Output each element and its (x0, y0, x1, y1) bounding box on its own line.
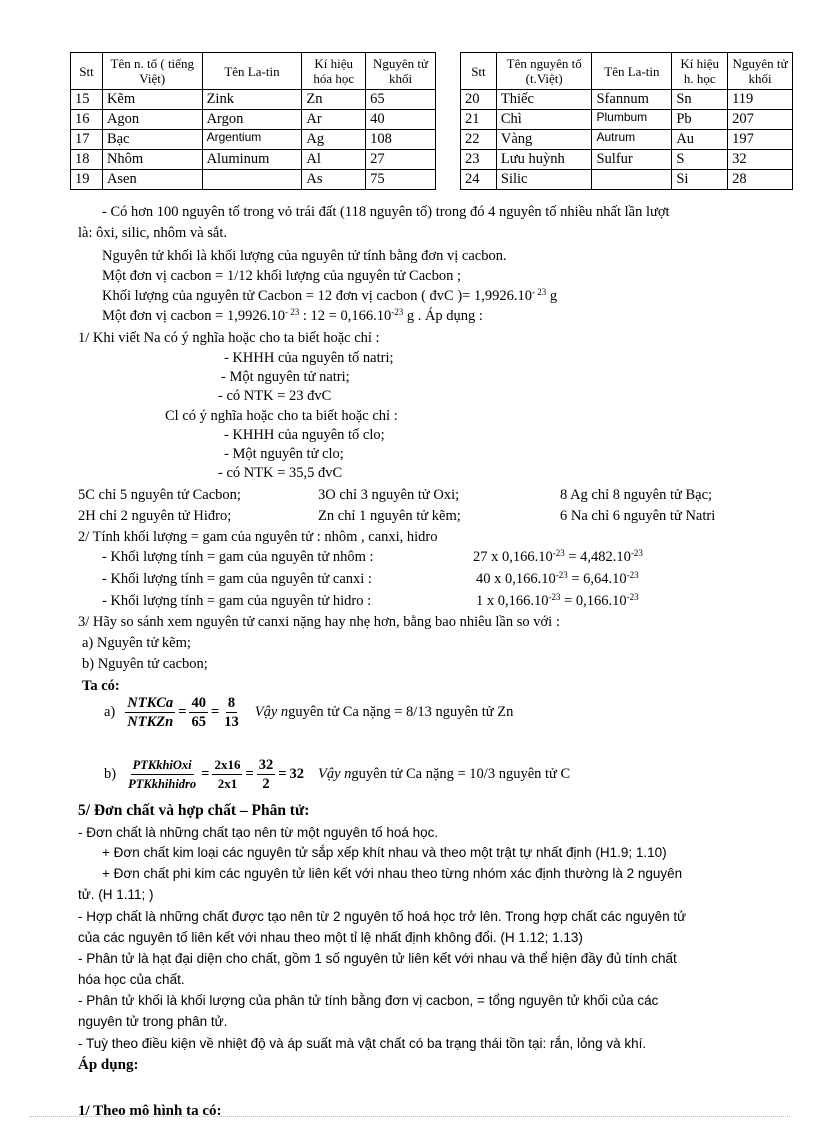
table-row (461, 150, 793, 170)
table-cell: 16 (71, 110, 103, 130)
paragraph-line: - Phân tử khối là khối lượng của phân tử tính bằng đơn vị cacbon, = tổng nguyên tử khối của các (78, 993, 659, 1008)
paragraph-line: Một đơn vị cacbon = 1/12 khối lượng của nguyên tử Cacbon ; (102, 268, 461, 284)
column-header: Tên La-tin (202, 53, 302, 90)
question-line: 3/ Hãy so sánh xem nguyên tử canxi nặng hay nhẹ hơn, bằng bao nhiêu lần so với : (78, 614, 560, 630)
table-cell: Vàng (496, 130, 592, 150)
fraction: $\frac{\text{PTKkhiOxi}}{\text{PTKkhihidro}}$ (128, 758, 197, 791)
paragraph-line: 8 Ag chỉ 8 nguyên tử Bạc; (560, 487, 713, 503)
table-cell: 75 (366, 170, 436, 190)
table-cell: Silic (496, 170, 592, 190)
table-header-row (461, 53, 793, 90)
column-header: Kí hiệu hóa học (302, 53, 366, 90)
table-cell: Argentium (202, 130, 302, 150)
equation-a: a) $\frac{\text{NTKCa}}{\text{NTKZn}}$ = $\frac{40}{65}$ = $\frac{8}{13}$ Vậy nguyên tử Ca nặng = 8/13 nguyên tử Zn (104, 695, 514, 730)
list-item: - có NTK = 23 đvC (218, 388, 332, 404)
table-cell (592, 170, 672, 190)
paragraph-line: 5C chỉ 5 nguyên tử Cacbon; (78, 487, 241, 503)
paragraph-line: nguyên tử trong phân tử. (78, 1014, 228, 1029)
list-item: - Khối lượng tính = gam của nguyên tử hidro : (102, 593, 372, 609)
column-header: Kí hiệu h. học (672, 53, 728, 90)
table-cell: 119 (728, 90, 793, 110)
result-value: 32 (289, 766, 304, 782)
column-header: Tên nguyên tố (t.Việt) (496, 53, 592, 90)
fraction: $\frac{32}{2}$ (258, 757, 274, 792)
table-cell: Thiếc (496, 90, 592, 110)
table-cell: Nhôm (102, 150, 202, 170)
list-item: - có NTK = 35,5 đvC (218, 465, 343, 481)
paragraph-line: là: ôxi, silic, nhôm và sắt. (78, 225, 228, 241)
paragraph-line: hóa học của chất. (78, 972, 185, 987)
equation-note: Vậy nguyên tử Ca nặng = 8/13 nguyên tử Zn (254, 704, 514, 720)
page-footer-divider (30, 1116, 790, 1117)
column-header: Stt (71, 53, 103, 90)
table-cell: Lưu huỳnh (496, 150, 592, 170)
table-cell: 197 (728, 130, 793, 150)
table-cell: Autrum (592, 130, 672, 150)
fraction: $\frac{2x16}{2x1}$ (214, 757, 241, 791)
table-row (71, 110, 436, 130)
table-cell: Aluminum (202, 150, 302, 170)
paragraph-line: + Đơn chất kim loại các nguyên tử sắp xếp khít nhau và theo một trật tự nhất định (H1.9; 1.10) (102, 845, 667, 860)
table-cell: Sn (672, 90, 728, 110)
table-cell: 65 (366, 90, 436, 110)
table-cell: 207 (728, 110, 793, 130)
table-row (71, 170, 436, 190)
list-item: a) Nguyên tử kẽm; (82, 635, 191, 651)
paragraph-line: - Phân tử là hạt đại diện cho chất, gồm 1 số nguyên tử liên kết với nhau và thể hiện đầy đủ tính chất (78, 951, 677, 966)
table-row (71, 130, 436, 150)
table-cell: Pb (672, 110, 728, 130)
table-cell: 22 (461, 130, 497, 150)
column-header: Tên La-tin (592, 53, 672, 90)
equation-note: Vậy nguyên tử Ca nặng = 10/3 nguyên tử C (317, 766, 571, 782)
table-cell: Plumbum (592, 110, 672, 130)
fraction: $\frac{8}{13}$ (224, 695, 239, 730)
column-header: Stt (461, 53, 497, 90)
table-cell: Ar (302, 110, 366, 130)
table-cell: Argon (202, 110, 302, 130)
table-cell: 23 (461, 150, 497, 170)
table-cell: 24 (461, 170, 497, 190)
paragraph-line: 3O chỉ 3 nguyên tử Oxi; (318, 487, 460, 503)
table-cell: Zn (302, 90, 366, 110)
calculation: 40 x $0,166.10^{-23} = 6,64.10^{-23}$ (476, 570, 639, 587)
table-row (71, 150, 436, 170)
table-row (461, 130, 793, 150)
list-item: - KHHH của nguyên tố clo; (224, 427, 385, 443)
section-heading: 1/ Theo mô hình ta có: (78, 1103, 222, 1119)
table-header-row (71, 53, 436, 90)
table-cell: 27 (366, 150, 436, 170)
column-header: Tên n. tố ( tiếng Việt) (102, 53, 202, 90)
paragraph-line: Khối lượng của nguyên tử Cacbon = 12 đơn vị cacbon ( đvC )= $1,9926.10^{- 23}$ g (102, 287, 558, 304)
table-cell (202, 170, 302, 190)
table-cell: 19 (71, 170, 103, 190)
elements-table-right (460, 52, 793, 190)
table-row (461, 90, 793, 110)
table-cell: 20 (461, 90, 497, 110)
list-item: - Một nguyên tử clo; (224, 446, 344, 462)
paragraph-line: của các nguyên tố liên kết với nhau theo một tỉ lệ nhất định không đổi. (H 1.12; 1.13) (78, 930, 583, 945)
table-cell: Al (302, 150, 366, 170)
table-cell: Ag (302, 130, 366, 150)
paragraph-line: - Có hơn 100 nguyên tố trong vỏ trái đất (118 nguyên tố) trong đó 4 nguyên tố nhiều nhất lần lượt (102, 204, 670, 220)
paragraph-line: + Đơn chất phi kim các nguyên tử liên kết với nhau theo từng nhóm xác định thường là 2 nguyên (102, 866, 683, 881)
paragraph-line: Một đơn vị cacbon = $1,9926.10^{- 23}$ : $12 = 0,166.10^{-23}$ g . Áp dụng : (102, 307, 483, 324)
table-row (461, 110, 793, 130)
list-item: - Khối lượng tính = gam của nguyên tử canxi : (102, 571, 372, 587)
table-cell: 21 (461, 110, 497, 130)
table-cell: Asen (102, 170, 202, 190)
paragraph-line: 6 Na chỉ 6 nguyên tử Natri (560, 508, 716, 524)
section-heading: Áp dụng: (78, 1057, 139, 1073)
table-cell: Au (672, 130, 728, 150)
fraction: $\frac{\text{NTKCa}}{\text{NTKZn}}$ (127, 695, 174, 730)
paragraph-line: tử. (H 1.11; ) (78, 887, 154, 902)
table-cell: S (672, 150, 728, 170)
paragraph-line: Nguyên tử khối là khối lượng của nguyên tử tính bằng đơn vị cacbon. (102, 248, 507, 264)
equation-b: b) $\frac{\text{PTKkhiOxi}}{\text{PTKkhihidro}}$ = $\frac{2x16}{2x1}$ = $\frac{32}{2}$ = 32 Vậy nguyên tử Ca nặng = 10/3 nguyên tử C (104, 757, 571, 792)
list-item: b) Nguyên tử cacbon; (82, 656, 208, 672)
paragraph-line: - Hợp chất là những chất được tạo nên từ 2 nguyên tố hoá học trở lên. Trong hợp chất các nguyên tử (78, 909, 687, 924)
list-item: - Khối lượng tính = gam của nguyên tử nhôm : (102, 549, 374, 565)
table-cell: Sulfur (592, 150, 672, 170)
calculation: 1 x $0,166.10^{-23} = 0,166.10^{-23}$ (476, 592, 639, 609)
fraction: $\frac{40}{65}$ (191, 695, 206, 730)
column-header: Nguyên tử khối (366, 53, 436, 90)
paragraph-line: - Tuỳ theo điều kiện về nhiệt độ và áp suất mà vật chất có ba trạng thái tồn tại: rắn, lỏng và khí. (78, 1036, 647, 1051)
table-cell: As (302, 170, 366, 190)
paragraph-line: Ta có: (82, 678, 120, 694)
list-item: - KHHH của nguyên tố natri; (224, 350, 394, 366)
section-heading: 5/ Đơn chất và hợp chất – Phân tử: (78, 802, 310, 819)
paragraph-line: Zn chỉ 1 nguyên tử kẽm; (318, 508, 461, 524)
table-cell: Sfannum (592, 90, 672, 110)
table-cell: Agon (102, 110, 202, 130)
table-row (461, 170, 793, 190)
table-cell: 40 (366, 110, 436, 130)
table-cell: 28 (728, 170, 793, 190)
table-row (71, 90, 436, 110)
paragraph-line: Cl có ý nghĩa hoặc cho ta biết hoặc chỉ : (165, 408, 398, 424)
equation-label: a) (104, 704, 116, 720)
list-item: - Một nguyên tử natri; (221, 369, 350, 385)
table-cell: Kẽm (102, 90, 202, 110)
paragraph-line: 2H chỉ 2 nguyên tử Hiđro; (78, 508, 232, 524)
question-line: 2/ Tính khối lượng = gam của nguyên tử : nhôm , canxi, hidro (78, 529, 438, 545)
table-cell: Chì (496, 110, 592, 130)
table-cell: 32 (728, 150, 793, 170)
equation-label: b) (104, 766, 117, 782)
paragraph-line: - Đơn chất là những chất tạo nên từ một nguyên tố hoá học. (78, 825, 439, 840)
elements-table-left (70, 52, 436, 190)
table-cell: 18 (71, 150, 103, 170)
column-header: Nguyên tử khối (728, 53, 793, 90)
table-cell: 17 (71, 130, 103, 150)
table-cell: Zink (202, 90, 302, 110)
calculation: 27 x $0,166.10^{-23} = 4,482.10^{-23}$ (473, 548, 643, 565)
table-cell: 108 (366, 130, 436, 150)
question-line: 1/ Khi viết Na có ý nghĩa hoặc cho ta biết hoặc chỉ : (78, 330, 380, 346)
table-cell: Bạc (102, 130, 202, 150)
table-cell: 15 (71, 90, 103, 110)
table-cell: Si (672, 170, 728, 190)
